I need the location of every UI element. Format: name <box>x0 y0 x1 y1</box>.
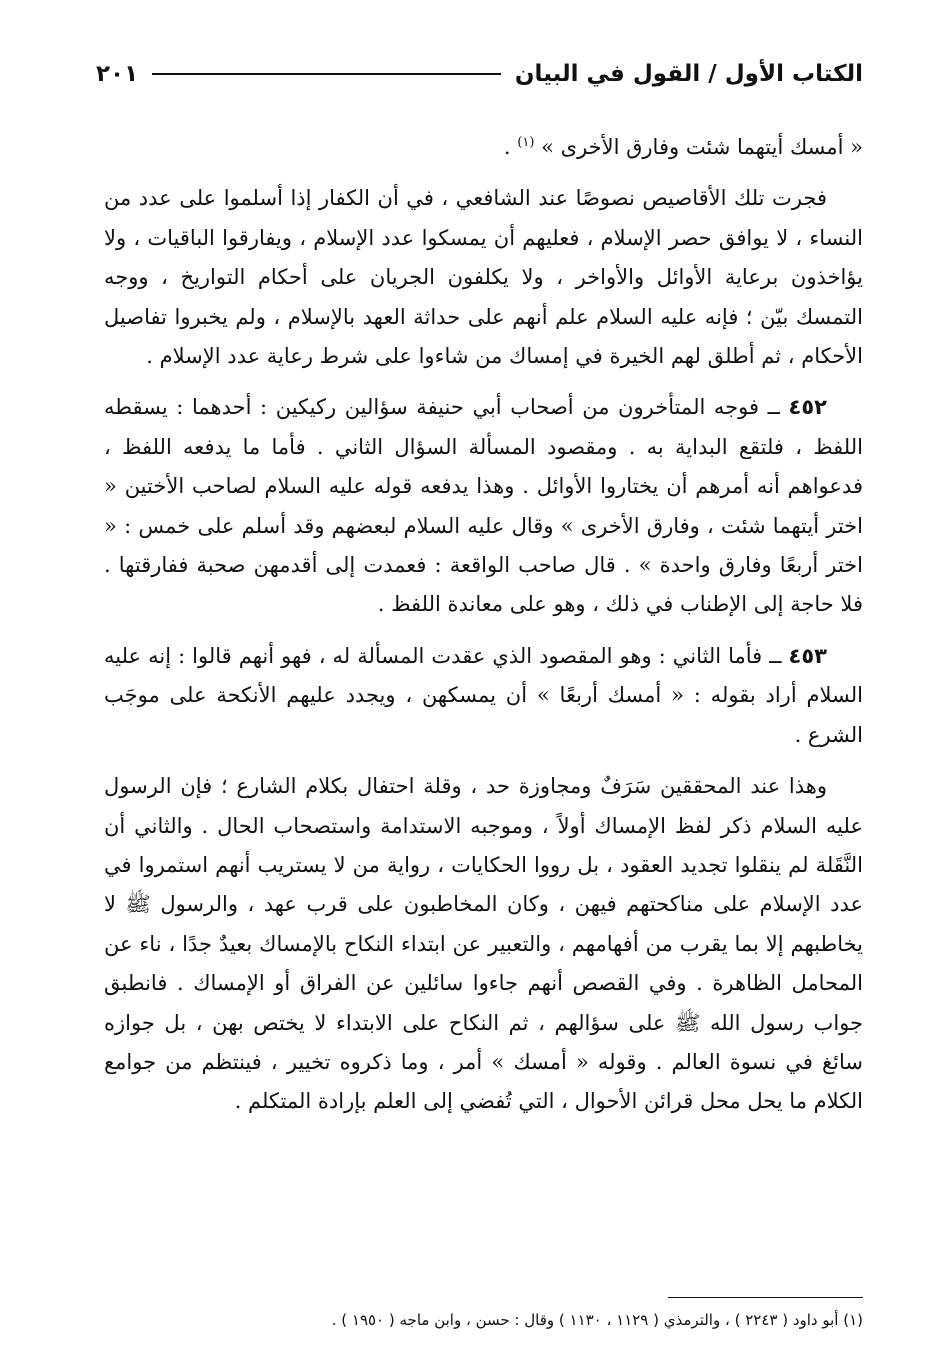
main-text <box>104 128 863 1122</box>
footnote-reference: (١) <box>517 135 535 150</box>
page-number: ٢٠١ <box>96 61 139 87</box>
paragraph-text: ــ فوجه المتأخرون من أصحاب أبي حنيفة سؤالين ركيكين : أحدهما : يسقطه اللفظ ، فلتقع البداية به . ومقصود المسألة السؤال الثاني . فأما ما يدفعه اللفظ ، فدعواهم أنه أمرهم أن يختاروا الأوائل . وهذا يدفعه قوله عليه السلام لصاحب الأختين « اختر أيتهما شئت ، وفارق الأخرى » وقال عليه السلام لبعضهم وقد أسلم على خمس : « اختر أربعًا وفارق واحدة » . قال صاحب الواقعة : فعمدت إلى أقدمهن صحبة ففارقتها . فلا حاجة إلى الإطناب في ذلك ، وهو على معاندة اللفظ . <box>104 395 863 617</box>
paragraph <box>104 767 863 1122</box>
running-header <box>96 52 863 96</box>
footnote: (١) أبو داود ( ٢٢٤٣ ) ، والترمذي ( ١١٢٩ ، ١١٣٠ ) وقال : حسن ، وابن ماجه ( ١٩٥٠ ) . <box>331 1311 863 1329</box>
paragraph <box>104 179 863 376</box>
paragraph-number: ٤٥٢ <box>788 395 827 420</box>
numbered-paragraph <box>104 637 863 755</box>
paragraph-text: وهذا عند المحققين سَرَفٌ ومجاوزة حد ، وقلة احتفال بكلام الشارع ؛ فإن الرسول عليه السلام ذكر لفظ الإمساك أولاً ، وموجبه الاستدامة واستصحاب الحال . والثاني أن النَّقَلة لم ينقلوا تجديد العقود ، بل رووا الحكايات ، رواية من لا يستريب أنهم استمروا في عدد الإسلام على مناكحتهم فيهن ، وكان المخاطبون على قرب عهد ، والرسول ﷺ لا يخاطبهم إلا بما يقرب من أفهامهم ، والتعبير عن ابتداء النكاح بالإمساك بعيدٌ جدًا ، ناء عن المحامل الظاهرة . وفي القصص أنهم جاءوا سائلين عن الفراق أو الإمساك . فانطبق جواب رسول الله ﷺ على سؤالهم ، ثم النكاح على الابتداء لا يختص بهن ، بل جوازه سائغ في نسوة العالم . وقوله « أمسك » أمر ، وما ذكروه تخيير ، فينتظم من جوامع الكلام ما يحل محل قرائن الأحوال ، التي تُفضي إلى العلم بإرادة المتكلم . <box>104 774 863 1114</box>
footnote-rule <box>668 1297 863 1298</box>
paragraph-text: ــ فأما الثاني : وهو المقصود الذي عقدت المسألة له ، فهو أنهم قالوا : إنه عليه السلام أراد بقوله : « أمسك أربعًا » أن يمسكهن ، ويجدد عليهم الأنكحة على موجَب الشرع . <box>104 643 863 747</box>
header-rule <box>152 73 501 75</box>
paragraph-text: « أمسك أيتهما شئت وفارق الأخرى » <box>541 135 863 159</box>
paragraph-tail: . <box>503 135 518 159</box>
running-title: الكتاب الأول / القول في البيان <box>514 61 863 87</box>
paragraph-text: فجرت تلك الأقاصيص نصوصًا عند الشافعي ، في أن الكفار إذا أسلموا على عدد من النساء ، لا يوافق حصر الإسلام ، فعليهم أن يمسكوا عدد الإسلام ، ويفارقوا الباقيات ، ولا يؤاخذون برعاية الأوائل والأواخر ، ولا يكلفون الجريان على أحكام التواريخ ، ووجه التمسك بيّن ؛ فإنه عليه السلام علم أنهم على حداثة العهد بالإسلام ، ولم يخبروا تفاصيل الأحكام ، ثم أطلق لهم الخيرة في إمساك من شاءوا على شرط رعاية عدد الإسلام . <box>104 186 863 369</box>
paragraph-number: ٤٥٣ <box>788 643 827 668</box>
paragraph-quote <box>104 128 863 167</box>
numbered-paragraph <box>104 388 863 624</box>
